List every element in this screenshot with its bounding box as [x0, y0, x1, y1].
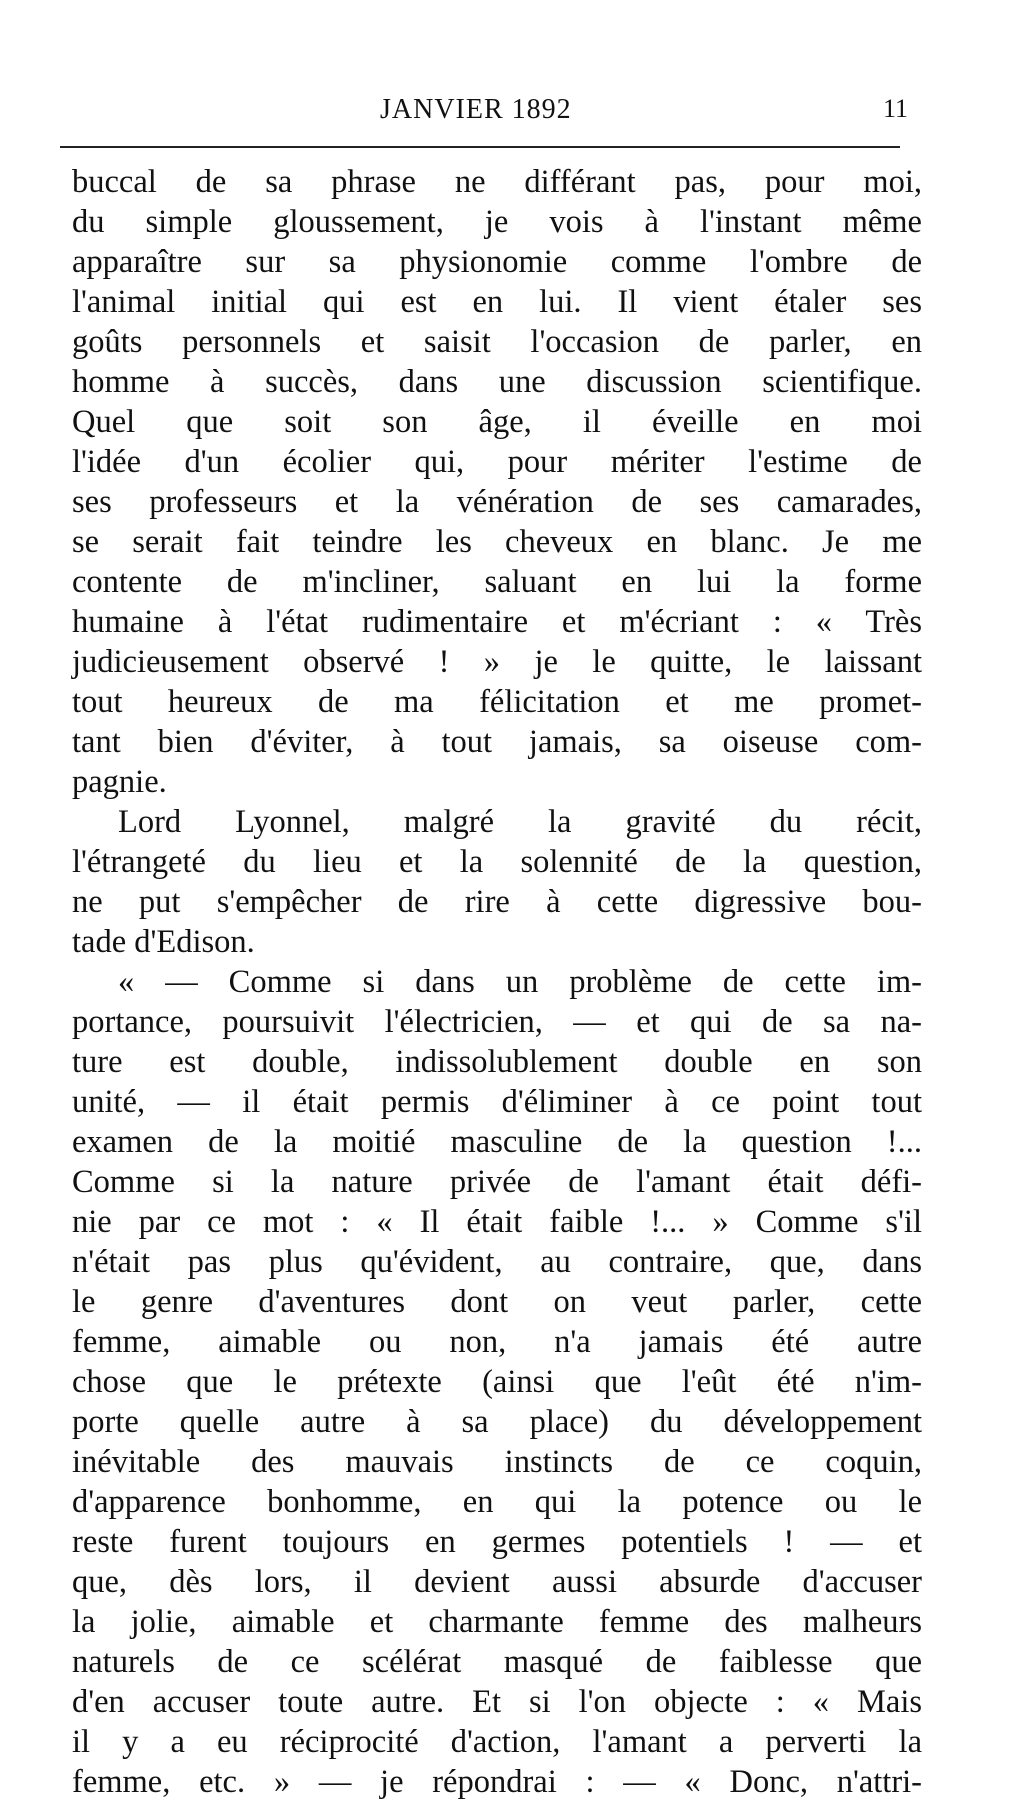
text-line: Lord Lyonnel, malgré la gravité du récit,: [118, 804, 922, 840]
text-line: judicieusement observé ! » je le quitte, le laissant: [72, 644, 922, 680]
text-line: il y a eu réciprocité d'action, l'amant a perverti la: [72, 1724, 922, 1760]
text-line: buccal de sa phrase ne différant pas, pour moi,: [72, 164, 922, 200]
text-line: d'en accuser toute autre. Et si l'on objecte : « Mais: [72, 1684, 922, 1720]
text-line: le genre d'aventures dont on veut parler, cette: [72, 1284, 922, 1320]
text-line: femme, etc. » — je répondrai : — « Donc, n'attri-: [72, 1764, 922, 1800]
text-line: examen de la moitié masculine de la question !...: [72, 1124, 922, 1160]
page-header: [68, 94, 908, 134]
text-line: ture est double, indissolublement double en son: [72, 1044, 922, 1080]
text-line: tant bien d'éviter, à tout jamais, sa oiseuse com-: [72, 724, 922, 760]
text-line: Quel que soit son âge, il éveille en moi: [72, 404, 922, 440]
text-line: goûts personnels et saisit l'occasion de parler, en: [72, 324, 922, 360]
text-line: se serait fait teindre les cheveux en blanc. Je me: [72, 524, 922, 560]
text-line: humaine à l'état rudimentaire et m'écriant : « Très: [72, 604, 922, 640]
text-line: portance, poursuivit l'électricien, — et qui de sa na-: [72, 1004, 922, 1040]
text-line: n'était pas plus qu'évident, au contraire, que, dans: [72, 1244, 922, 1280]
text-line: contente de m'incliner, saluant en lui la forme: [72, 564, 922, 600]
header-rule: [60, 146, 900, 148]
text-line: tout heureux de ma félicitation et me promet-: [72, 684, 922, 720]
text-line: femme, aimable ou non, n'a jamais été autre: [72, 1324, 922, 1360]
text-line: porte quelle autre à sa place) du développement: [72, 1404, 922, 1440]
text-line: que, dès lors, il devient aussi absurde d'accuser: [72, 1564, 922, 1600]
text-line: ne put s'empêcher de rire à cette digressive bou-: [72, 884, 922, 920]
text-line: reste furent toujours en germes potentiels ! — et: [72, 1524, 922, 1560]
text-line: la jolie, aimable et charmante femme des malheurs: [72, 1604, 922, 1640]
text-line: chose que le prétexte (ainsi que l'eût été n'im-: [72, 1364, 922, 1400]
text-line: homme à succès, dans une discussion scientifique.: [72, 364, 922, 400]
text-line: « — Comme si dans un problème de cette im-: [118, 964, 922, 1000]
page-number: 11: [882, 94, 908, 123]
text-line: apparaître sur sa physionomie comme l'ombre de: [72, 244, 922, 280]
text-line: l'animal initial qui est en lui. Il vient étaler ses: [72, 284, 922, 320]
text-line: pagnie.: [72, 764, 167, 800]
text-line: nie par ce mot : « Il était faible !... » Comme s'il: [72, 1204, 922, 1240]
text-line: inévitable des mauvais instincts de ce coquin,: [72, 1444, 922, 1480]
text-line: Comme si la nature privée de l'amant était défi-: [72, 1164, 922, 1200]
text-line: l'étrangeté du lieu et la solennité de la question,: [72, 844, 922, 880]
text-line: ses professeurs et la vénération de ses camarades,: [72, 484, 922, 520]
text-line: naturels de ce scélérat masqué de faiblesse que: [72, 1644, 922, 1680]
text-line: l'idée d'un écolier qui, pour mériter l'estime de: [72, 444, 922, 480]
text-line: du simple gloussement, je vois à l'instant même: [72, 204, 922, 240]
text-line: unité, — il était permis d'éliminer à ce point tout: [72, 1084, 922, 1120]
text-line: tade d'Edison.: [72, 924, 255, 960]
text-line: d'apparence bonhomme, en qui la potence ou le: [72, 1484, 922, 1520]
running-title: JANVIER 1892: [380, 94, 572, 125]
